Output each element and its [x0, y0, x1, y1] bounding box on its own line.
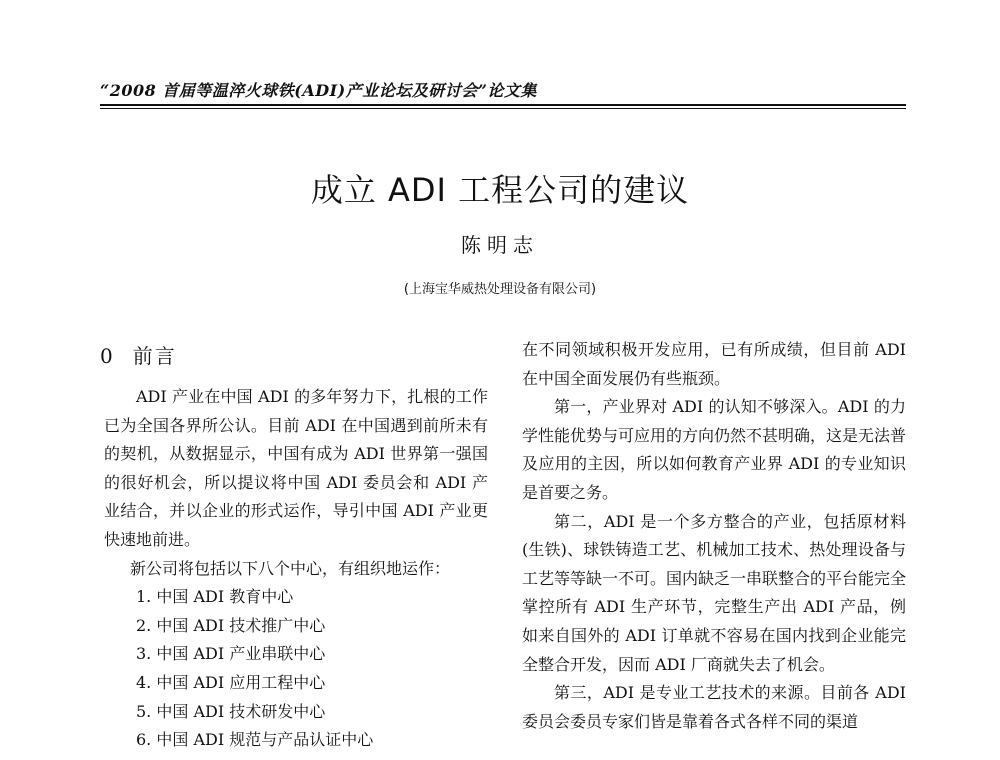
- point-2-paragraph: 第二，ADI 是一个多方整合的产业，包括原材料(生铁)、球铁铸造工艺、机械加工技术、热处理设备与工艺等等缺一不可。国内缺乏一串联整合的平台能完全掌控所有 ADI 生产环节，完整生产出 ADI 产品，例如来自国外的 ADI 订单就不容易在国内找到企业能完全整合开发，因而 ADI 厂商就失去了机会。: [522, 511, 907, 674]
- section-heading: [100, 340, 177, 369]
- list-item: 1. 中国 ADI 教育中心: [136, 587, 294, 607]
- section-number: 0: [100, 344, 115, 368]
- point-1-paragraph: 第一，产业界对 ADI 的认知不够深入。ADI 的力学性能优势与可应用的方向仍然不甚明确，这是无法普及应用的主因，所以如何教育产业界 ADI 的专业知识是首要之务。: [522, 397, 907, 502]
- list-item: 5. 中国 ADI 技术研发中心: [136, 701, 326, 721]
- header-rule-thin: [100, 108, 906, 109]
- left-column: [104, 383, 488, 755]
- list-intro: 新公司将包括以下八个中心，有组织地运作：: [130, 558, 451, 578]
- center-list: [104, 583, 488, 755]
- header-rule-thick: [100, 104, 906, 106]
- running-head: “2008 首届等温淬火球铁(ADI)产业论坛及研讨会”论文集: [100, 81, 537, 100]
- section-title: 前言: [132, 344, 177, 368]
- list-item: 4. 中国 ADI 应用工程中心: [136, 672, 326, 692]
- author-affiliation: (上海宝华威热处理设备有限公司): [403, 282, 597, 297]
- author-name: 陈明志: [461, 233, 539, 257]
- list-item: 3. 中国 ADI 产业串联中心: [136, 644, 326, 664]
- continuation-paragraph: 在不同领域积极开发应用，已有所成绩，但目前 ADI 在中国全面发展仍有些瓶颈。: [522, 340, 906, 388]
- point-3-paragraph: 第三，ADI 是专业工艺技术的来源。目前各 ADI 委员会委员专家们皆是靠着各式各样不同的渠道: [522, 683, 906, 731]
- list-item: 6. 中国 ADI 规范与产品认证中心: [136, 730, 374, 750]
- paper-title: 成立 ADI 工程公司的建议: [310, 171, 690, 209]
- intro-paragraph: ADI 产业在中国 ADI 的多年努力下，扎根的工作已为全国各界所公认。目前 ADI 在中国遇到前所未有的契机，从数据显示，中国有成为 ADI 世界第一强国的很好机会，所以提议将中国 ADI 委员会和 ADI 产业结合，并以企业的形式运作，导引中国 ADI 产业更快速地前进。: [104, 387, 488, 549]
- list-item: 2. 中国 ADI 技术推广中心: [136, 615, 326, 635]
- right-column: [522, 336, 906, 736]
